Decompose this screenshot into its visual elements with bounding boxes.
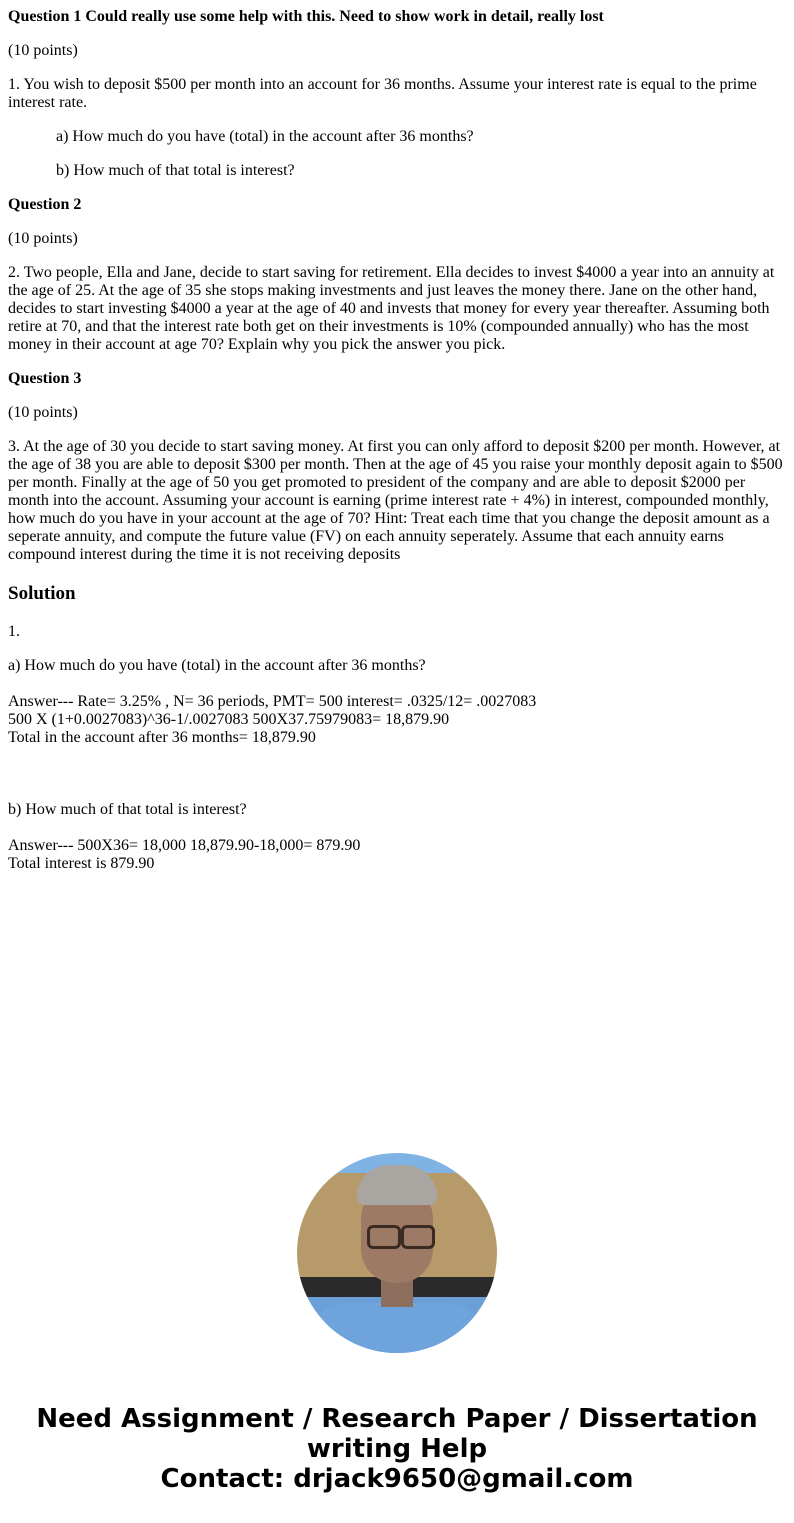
solution-part-a-answer: [8, 693, 786, 747]
promo-line-2: writing Help: [306, 1434, 488, 1464]
solution-part-a-question: a) How much do you have (total) in the account after 36 months?: [8, 657, 426, 674]
answer-line: Total interest is 879.90: [8, 855, 155, 872]
question-1-part-b: b) How much of that total is interest?: [56, 162, 295, 179]
solution-number: 1.: [8, 623, 20, 640]
solution-part-b-question: b) How much of that total is interest?: [8, 801, 247, 818]
question-3-points: (10 points): [8, 404, 78, 421]
answer-line: Total in the account after 36 months= 18,879.90: [8, 729, 316, 746]
promo-line-1: Need Assignment / Research Paper / Dissertation: [36, 1404, 758, 1434]
tutor-avatar: [297, 1153, 497, 1353]
promo-banner: [0, 1404, 794, 1494]
question-1-body: 1. You wish to deposit $500 per month into an account for 36 months. Assume your interest rate is equal to the prime interest rate.: [8, 76, 757, 111]
promo-contact: Contact: drjack9650@gmail.com: [160, 1464, 634, 1494]
question-2-title: Question 2: [8, 196, 82, 213]
answer-line: 500 X (1+0.0027083)^36-1/.0027083 500X37.75979083= 18,879.90: [8, 711, 450, 728]
question-2-body: 2. Two people, Ella and Jane, decide to start saving for retirement. Ella decides to invest $4000 a year into an annuity at the age of 25. At the age of 35 she stops making investments and just leaves the money there. Jane on the other hand, decides to start investing $4000 a year at the age of 40 and invests that money for every year thereafter. Assuming both retire at 70, and that the interest rate both get on their investments is 10% (compounded annually) who has the most money in their account at age 70? Explain why you pick the answer you pick.: [8, 264, 775, 353]
glasses-icon: [401, 1225, 435, 1249]
question-1-title: Question 1 Could really use some help with this. Need to show work in detail, really lost: [8, 8, 604, 25]
solution-part-b-answer: [8, 837, 786, 873]
avatar-shirt: [307, 1303, 487, 1353]
question-1-points: (10 points): [8, 42, 78, 59]
answer-line: Answer--- 500X36= 18,000 18,879.90-18,000= 879.90: [8, 837, 361, 854]
answer-line: Answer--- Rate= 3.25% , N= 36 periods, PMT= 500 interest= .0325/12= .0027083: [8, 693, 537, 710]
question-2-points: (10 points): [8, 230, 78, 247]
avatar-hair: [357, 1165, 437, 1205]
solution-heading: Solution: [8, 583, 76, 604]
question-1-part-a: a) How much do you have (total) in the account after 36 months?: [56, 128, 474, 145]
question-3-body: 3. At the age of 30 you decide to start saving money. At first you can only afford to deposit $200 per month. However, at the age of 38 you are able to deposit $300 per month. Then at the age of 45 you raise your monthly deposit again to $500 per month. Finally at the age of 50 you get promoted to president of the company and are able to deposit $2000 per month into the account. Assuming your account is earning (prime interest rate + 4%) in interest, compounded monthly, how much do you have in your account at the age of 70? Hint: Treat each time that you change the deposit amount as a seperate annuity, and compute the future value (FV) on each annuity seperately. Assume that each annuity earns compound interest during the time it is not receiving deposits: [8, 438, 783, 563]
question-3-title: Question 3: [8, 370, 82, 387]
glasses-icon: [367, 1225, 401, 1249]
